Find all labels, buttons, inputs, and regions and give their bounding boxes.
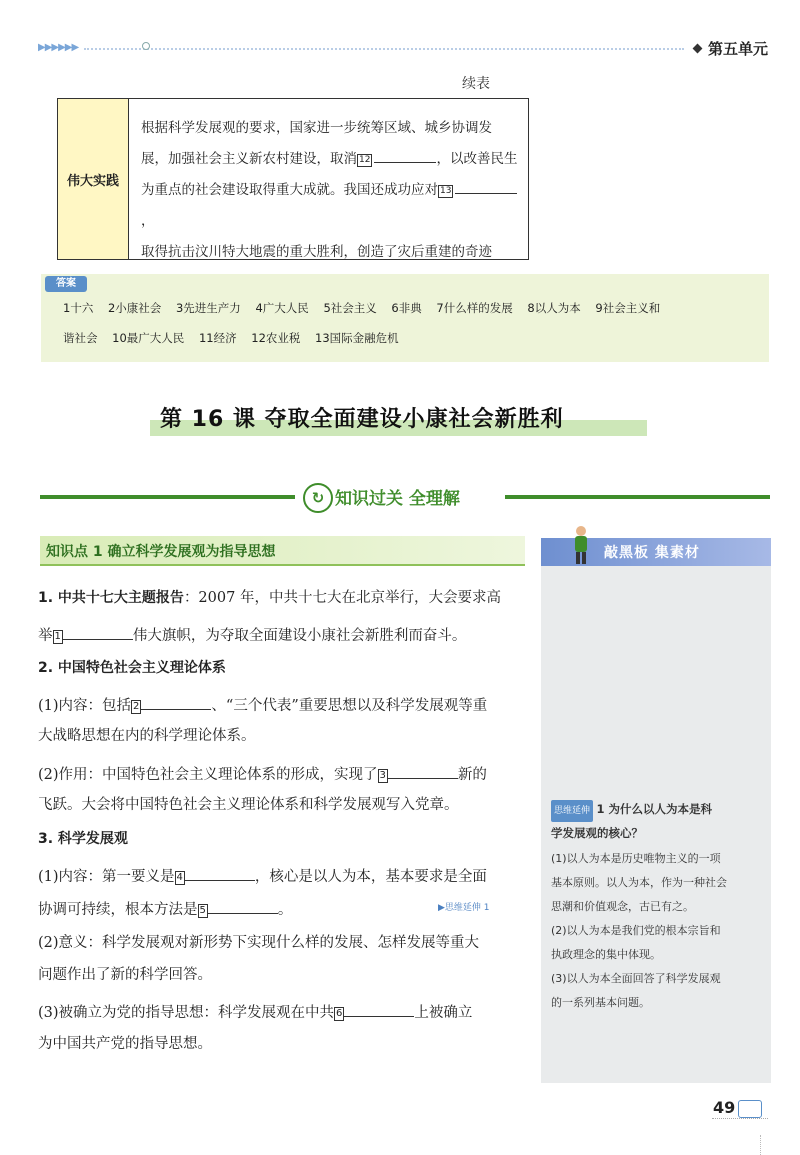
blank-number: 13 xyxy=(440,186,452,196)
answer-row-2 xyxy=(63,330,410,346)
side-question-line: 1 为什么以人为本是科 xyxy=(596,802,713,816)
section-rule-right xyxy=(505,495,770,499)
content-text: (2)作用：中国特色社会主义理论体系的形成，实现了 xyxy=(38,767,378,783)
table-line xyxy=(141,144,518,175)
content-line xyxy=(38,763,528,785)
fill-blank[interactable] xyxy=(141,694,211,710)
content-text: 协调可持续，根本方法是 xyxy=(38,902,198,918)
content-line: (2)意义：科学发展观对新形势下实现什么样的发展、怎样发展等重大 xyxy=(38,935,480,951)
fill-blank[interactable] xyxy=(388,763,458,779)
content-line: 问题作出了新的科学回答。 xyxy=(38,967,212,983)
content-line: 为中国共产党的指导思想。 xyxy=(38,1036,212,1052)
answer-item: 9社会主义和 xyxy=(595,301,661,315)
answer-item: 13国际金融危机 xyxy=(315,331,399,345)
answer-item: 谐社会 xyxy=(63,331,98,345)
content-line xyxy=(38,588,528,608)
side-line: 的一系列基本问题。 xyxy=(551,996,650,1009)
fill-blank[interactable] xyxy=(63,624,133,640)
refresh-icon: ↻ xyxy=(303,483,333,513)
content-line xyxy=(38,694,528,716)
table-line xyxy=(141,175,518,237)
page-number: 49 xyxy=(713,1098,736,1117)
fill-blank[interactable] xyxy=(455,179,517,194)
heading-2: 2. 中国特色社会主义理论体系 xyxy=(38,660,226,676)
content-text: (1)内容：第一要义是 xyxy=(38,869,175,885)
answer-item: 12农业税 xyxy=(251,331,301,345)
side-line: (1)以人为本是历史唯物主义的一项 xyxy=(551,852,721,865)
header-dotted-line xyxy=(84,48,684,50)
knowledge-point-title: 知识点 1 确立科学发展观为指导思想 xyxy=(46,544,276,560)
fill-blank[interactable] xyxy=(208,898,278,914)
section-title: 知识过关 全理解 xyxy=(335,489,460,509)
content-text: 伟大旗帜，为夺取全面建设小康社会新胜利而奋斗。 xyxy=(132,628,467,644)
fill-blank[interactable] xyxy=(374,148,436,163)
content-line xyxy=(38,1001,528,1023)
practice-table xyxy=(57,98,529,260)
table-row-content xyxy=(129,99,528,259)
side-panel-title: 敲黑板 集素材 xyxy=(604,545,700,561)
answer-item: 8以人为本 xyxy=(527,301,581,315)
answer-item: 11经济 xyxy=(198,331,237,345)
heading-3: 3. 科学发展观 xyxy=(38,831,128,847)
table-row-label: 伟大实践 xyxy=(58,99,129,259)
side-line: 思潮和价值观念，古已有之。 xyxy=(551,900,694,913)
thinking-extension-badge: 思维延伸 xyxy=(551,800,593,822)
content-text: 。 xyxy=(277,902,293,918)
side-line: (3)以人为本全面回答了科学发展观 xyxy=(551,972,721,985)
blank-number: 5 xyxy=(199,905,206,916)
content-line xyxy=(38,865,528,887)
answer-item: 7什么样的发展 xyxy=(436,301,513,315)
table-text: 为重点的社会建设取得重大成就。我国还成功应对 xyxy=(141,182,438,198)
answer-icon: 答案 xyxy=(45,276,87,292)
table-line: 根据科学发展观的要求，国家进一步统筹区域、城乡协调发 xyxy=(141,120,492,136)
margin-dotted-rule xyxy=(760,1135,762,1155)
answer-item: 3先进生产力 xyxy=(175,301,241,315)
content-text: (1)内容：包括 xyxy=(38,698,132,714)
continued-label: 续表 xyxy=(462,76,490,92)
answer-item: 10最广大人民 xyxy=(112,331,185,345)
content-line: 大战略思想在内的科学理论体系。 xyxy=(38,728,256,744)
content-text: 举 xyxy=(38,628,53,644)
table-text: 展，加强社会主义新农村建设，取消 xyxy=(141,151,357,167)
content-text: 上被确立 xyxy=(414,1005,473,1021)
answer-box xyxy=(41,274,769,362)
fill-blank[interactable] xyxy=(185,865,255,881)
thinking-extension-tag[interactable]: ▶思维延伸 1 xyxy=(438,903,490,913)
content-text: ：2007 年，中共十七大在北京举行，大会要求高 xyxy=(183,590,501,606)
blank-number: 3 xyxy=(379,770,386,781)
table-text: ， xyxy=(141,213,155,229)
content-line xyxy=(38,624,528,646)
unit-title: 第五单元 xyxy=(708,40,769,58)
side-question xyxy=(551,798,766,822)
answer-row-1 xyxy=(63,300,671,316)
answer-item: 4广大人民 xyxy=(255,301,309,315)
side-question-line: 学发展观的核心？ xyxy=(551,826,643,840)
header-diamond-icon xyxy=(693,44,703,54)
content-line: 飞跃。大会将中国特色社会主义理论体系和科学发展观写入党章。 xyxy=(38,797,459,813)
page-mascot-icon xyxy=(738,1100,762,1118)
answer-item: 2小康社会 xyxy=(107,301,162,315)
content-text: 新的 xyxy=(457,767,487,783)
answer-item: 6非典 xyxy=(391,301,422,315)
answer-item: 5社会主义 xyxy=(323,301,377,315)
table-line: 取得抗击汶川特大地震的重大胜利，创造了灾后重建的奇迹 xyxy=(141,244,492,260)
blank-number: 12 xyxy=(359,155,371,165)
blank-number: 6 xyxy=(336,1008,343,1019)
blank-number: 4 xyxy=(176,872,183,883)
blank-number: 2 xyxy=(133,701,140,712)
content-text: (3)被确立为党的指导思想：科学发展观在中共 xyxy=(38,1005,335,1021)
content-text: 、“三个代表”重要思想以及科学发展观等重 xyxy=(211,698,488,714)
fill-blank[interactable] xyxy=(344,1001,414,1017)
header-arrows-decoration: ▶▶▶▶▶▶ xyxy=(38,42,79,53)
heading-1: 1. 中共十七大主题报告 xyxy=(38,590,184,606)
side-line: 基本原则。以人为本，作为一种社会 xyxy=(551,876,727,889)
side-line: (2)以人为本是我们党的根本宗旨和 xyxy=(551,924,721,937)
answer-item: 1十六 xyxy=(63,301,94,315)
section-rule-left xyxy=(40,495,295,499)
blank-number: 1 xyxy=(54,631,61,642)
page-footer-rule xyxy=(712,1118,768,1119)
header-circle-decoration xyxy=(142,42,150,50)
teacher-figure-icon xyxy=(566,524,596,566)
lesson-title: 第 16 课 夺取全面建设小康社会新胜利 xyxy=(160,407,564,432)
side-line: 执政理念的集中体现。 xyxy=(551,948,661,961)
content-text: ，核心是以人为本，基本要求是全面 xyxy=(254,869,487,885)
table-text: ，以改善民生 xyxy=(436,151,518,167)
